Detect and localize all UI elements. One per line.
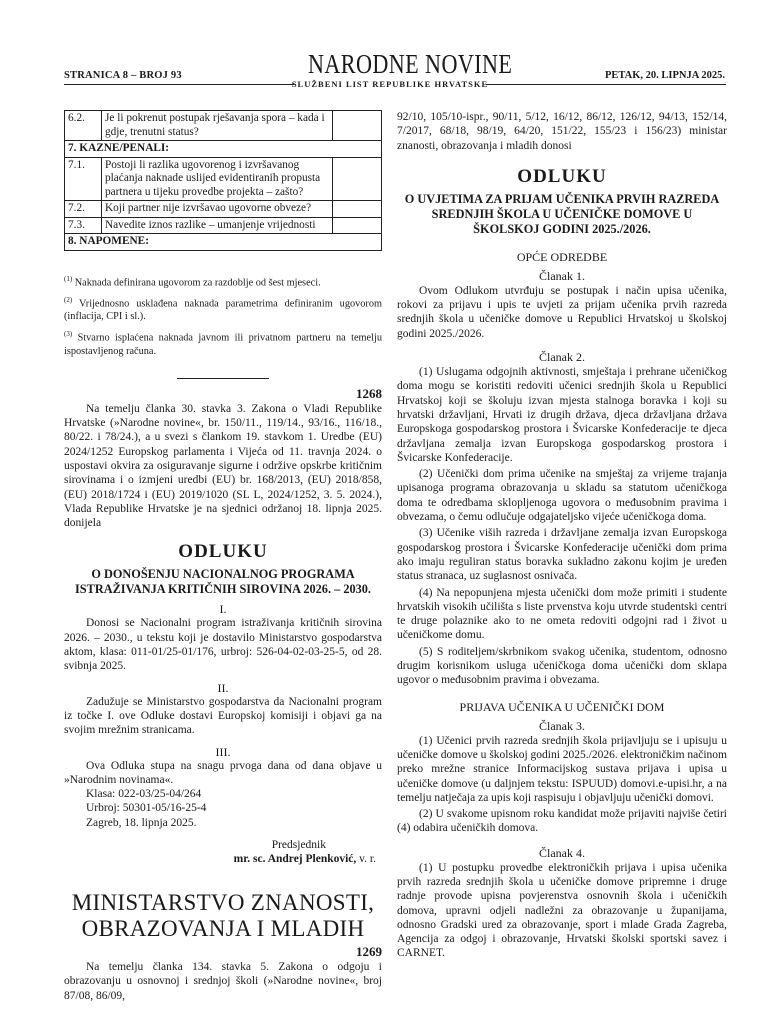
footnote — [64, 273, 382, 289]
preamble: Na temelju članka 30. stavka 3. Zakona o Vladi Republike Hrvatske (»Narodne novine«, br. 150/11., 119/14., 93/16., 116/18., 80/22. i 78/24.), a u svezi s člankom 19. stavkom 1. Uredbe (EU) 2024/1252 Europskog parlamenta i Vijeća od 11. travnja 2024. o uspostavi okvira za osiguravanje sigurne i održive opskrbe kritičnim sirovinama i o izmjeni uredbi (EU) br. 168/2013, (EU) 2018/858, (EU) 2018/1724 i (EU) 2019/1020 (SL L, 2024/1252, 3. 5. 2024.), Vlada Republike Hrvatske je na sjednici održanoj 18. lipnja 2025. donijela — [64, 402, 382, 530]
right-column — [397, 110, 727, 961]
table-section-title: 7. KAZNE/PENALI: — [65, 141, 382, 158]
left-column — [64, 110, 382, 1003]
article-paragraph: (5) S roditeljem/skrbnikom svakog učenika, studentom, odnosno drugim korisnikom usluga učeničkoga doma učenički dom sklapa ugovor o međusobnim pravima i obvezama. — [397, 645, 727, 687]
decision-subtitle: O UVJETIMA ZA PRIJAM UČENIKA PRVIH RAZREDA SREDNJIH ŠKOLA U UČENIČKE DOMOVE U ŠKOLSKOJ GODINI 2025./2026. — [404, 191, 720, 236]
table-cell-text: Koji partner nije izvršavao ugovorne obveze? — [102, 201, 333, 218]
article-paragraph: (3) Učenike viših razreda i državljane zemalja izvan Europskoga gospodarskog prostora i Švicarske Konfederacije učenički dom prima ako imaju reguliran status boravka sukladno zakonu kojim je uređen status stranaca, uz suglasnost osnivača. — [397, 527, 727, 583]
table-cell-answer — [333, 201, 382, 218]
article-number: Članak 2. — [539, 350, 585, 365]
part-title: OPĆE ODREDBE — [516, 249, 608, 264]
table-cell-text: Navedite iznos razlike – umanjenje vrijednosti — [102, 217, 333, 234]
footnotes — [64, 273, 382, 358]
registry-number: Urbroj: 50301-05/16-25-4 — [86, 802, 207, 815]
table-cell-number: 7.3. — [65, 217, 102, 234]
signer-suffix: v. r. — [356, 853, 376, 865]
table-section-row — [65, 141, 382, 158]
part-title: PRIJAVA UČENIKA U UČENIČKI DOM — [459, 699, 665, 714]
section-text: Donosi se Nacionalni program istraživanja kritičnih sirovina 2026. – 2030., u tekstu koji je dostavilo Ministarstvo gospodarstva aktom, klasa: 011-01/25-01/176, urbroj: 526-04-02-03-25-5, od 28. svibnja 2025. — [64, 617, 382, 673]
signature-block — [64, 852, 382, 866]
table-section-title: 8. NAPOMENE: — [65, 234, 382, 251]
table-row — [65, 111, 382, 141]
footnote — [64, 294, 382, 323]
table-row — [65, 157, 382, 201]
document-number: 1268 — [356, 385, 382, 401]
table-cell-text: Postoji li razlika ugovorenog i izvršavanog plaćanja naknade uslijed evidentiranih propusta partnera u tijeku provedbe projekta – zašto? — [102, 157, 333, 201]
article-text: (1) U postupku provedbe elektroničkih prijava i upisa učenika prvih razreda srednjih škola u učeničke domove pripremne i druge radnje provode upisna povjerenstva osnovnih škola i učeničkih domova, upravni odjeli nadležni za obrazovanje u županijama, odnosno Gradski ured za obrazovanje, sport i mlade Grada Zagreba, Agencija za odgoj i obrazovanje, Hrvatski školski sportski savez i CARNET. — [397, 861, 727, 960]
footnote — [64, 328, 382, 357]
table-cell-answer — [333, 157, 382, 201]
place-date: Zagreb, 18. lipnja 2025. — [86, 816, 197, 829]
section-number: II. — [217, 680, 229, 695]
table-cell-number: 6.2. — [65, 111, 102, 141]
section-text: Ova Odluka stupa na snagu prvoga dana od dana objave u »Narodnim novinama«. — [64, 759, 382, 786]
header-rule-right — [486, 84, 726, 85]
masthead-subtitle: SLUŽBENI LIST REPUBLIKE HRVATSKE — [291, 79, 489, 89]
table-cell-answer — [333, 111, 382, 141]
table-cell-number: 7.1. — [65, 157, 102, 201]
article-paragraph: (2) U svakome upisnom roku kandidat može prijaviti najviše četiri (4) odabira učeničkih domova. — [397, 808, 727, 835]
table-row — [65, 217, 382, 234]
decision-heading: ODLUKU — [178, 541, 268, 563]
footnote-mark: (3) — [64, 330, 73, 339]
signer-name: mr. sc. Andrej Plenković, — [233, 853, 357, 865]
page-number-header: STRANICA 8 – BROJ 93 — [64, 70, 182, 81]
masthead — [290, 49, 513, 89]
article-paragraph: (1) Učenici prvih razreda srednjih škola prijavljuju se i upisuju u učeničke domove u školskoj godini 2025./2026. elektroničkim načinom preko mrežne stranice Informacijskog sustava prijava i upisa u učeničke domove (u daljnjem tekstu: ISPUUD) domovi.e-upisi.hr, a na temelju natječaja za upis koji raspisuju i objavljuju učenički domovi. — [397, 734, 727, 804]
decision-subtitle: O DONOŠENJU NACIONALNOG PROGRAMA ISTRAŽIVANJA KRITIČNIH SIROVINA 2026. – 2030. — [75, 567, 371, 597]
article-number: Članak 4. — [539, 845, 585, 860]
document-number: 1269 — [356, 944, 382, 959]
table-section-row — [65, 234, 382, 251]
article-paragraph: (4) Na nepopunjena mjesta učenički dom može primiti i studente hrvatskih visokih učilišta s liste prvenstva koju utvrde studentski centri te druge polaznike ako to ne ometa redoviti odgojni rad i život u učeničkome domu. — [397, 586, 727, 642]
table-row — [65, 201, 382, 218]
masthead-title: NARODNE NOVINE — [308, 49, 513, 79]
article-paragraph: (2) Učenički dom prima učenike na smještaj za vrijeme trajanja upisanoga programa obrazovanja u skladu sa statutom učeničkoga doma te odredbama sklopljenoga ugovora o međusobnim pravima i obvezama, o čemu odlučuje odgajateljsko vijeće učeničkoga doma. — [397, 468, 727, 524]
section-text: Zadužuje se Ministarstvo gospodarstva da Nacionalni program iz točke I. ove Odluke dostavi Europskoj komisiji i objavi ga na svojim mrežnim stranicama. — [64, 695, 382, 737]
table-cell-text: Je li pokrenut postupak rješavanja spora – kada i gdje, trenutni status? — [102, 111, 333, 141]
section-number: III. — [215, 744, 231, 759]
signer-title: Predsjednik — [271, 839, 326, 851]
section-number: I. — [219, 602, 227, 617]
footnote-text: Naknada definirana ugovorom za razdoblje od šest mjeseci. — [74, 276, 321, 288]
footnote-mark: (1) — [64, 274, 73, 283]
article-paragraph: (1) Uslugama odgojnih aktivnosti, smještaja i prehrane učeničkog doma mogu se koristiti redoviti učenici srednjih škola u Republici Hrvatskoj koji se školuju izvan mjesta stalnoga boravka i koji su hrvatski državljani, Hrvati iz drugih država, djeca državljana država Europskoga gospodarskog prostora i Švicarske Konfederacije te djeca državljana zemalja izvan Europskoga gospodarskog prostora i Švicarske Konfederacije. — [397, 366, 727, 464]
report-table — [64, 110, 382, 251]
article-number: Članak 3. — [539, 718, 585, 733]
footnote-text: Vrijednosno usklađena naknada parametrima definiranim ugovorom (inflacija, CPI i sl.). — [64, 298, 383, 323]
class-number: Klasa: 022-03/25-04/264 — [86, 788, 202, 801]
ministry-heading: MINISTARSTVO ZNANOSTI, OBRAZOVANJA I MLADIH — [71, 890, 375, 941]
header-rule-left — [64, 84, 294, 85]
table-cell-number: 7.2. — [65, 201, 102, 218]
date-header: PETAK, 20. LIPNJA 2025. — [605, 70, 725, 81]
decision-heading: ODLUKU — [517, 165, 607, 187]
preamble-start: Na temelju članka 134. stavka 5. Zakona o odgoju i obrazovanju u osnovnoj i srednjoj školi (»Narodne novine«, broj 87/08, 86/09, — [64, 961, 382, 1002]
separator-line — [177, 378, 269, 379]
footnote-mark: (2) — [64, 295, 73, 304]
article-text: Ovom Odlukom utvrđuju se postupak i način upisa učenika, rokovi za prijavu i upis te uvjeti za prijam učenika prvih razreda srednjih škola u učeničke domove u Republici Hrvatskoj u školskoj godini 2025./2026. — [397, 284, 727, 340]
preamble-continuation: 92/10, 105/10-ispr., 90/11, 5/12, 16/12, 86/12, 126/12, 94/13, 152/14, 7/2017, 68/18, 98/19, 64/20, 151/22, 155/23 i 156/23) ministar znanosti, obrazovanja i mladih donosi — [397, 111, 727, 152]
table-cell-answer — [333, 217, 382, 234]
article-number: Članak 1. — [539, 268, 585, 283]
footnote-text: Stvarno isplaćena naknada javnom ili privatnom partneru na temelju ispostavljenog računa. — [64, 332, 382, 357]
